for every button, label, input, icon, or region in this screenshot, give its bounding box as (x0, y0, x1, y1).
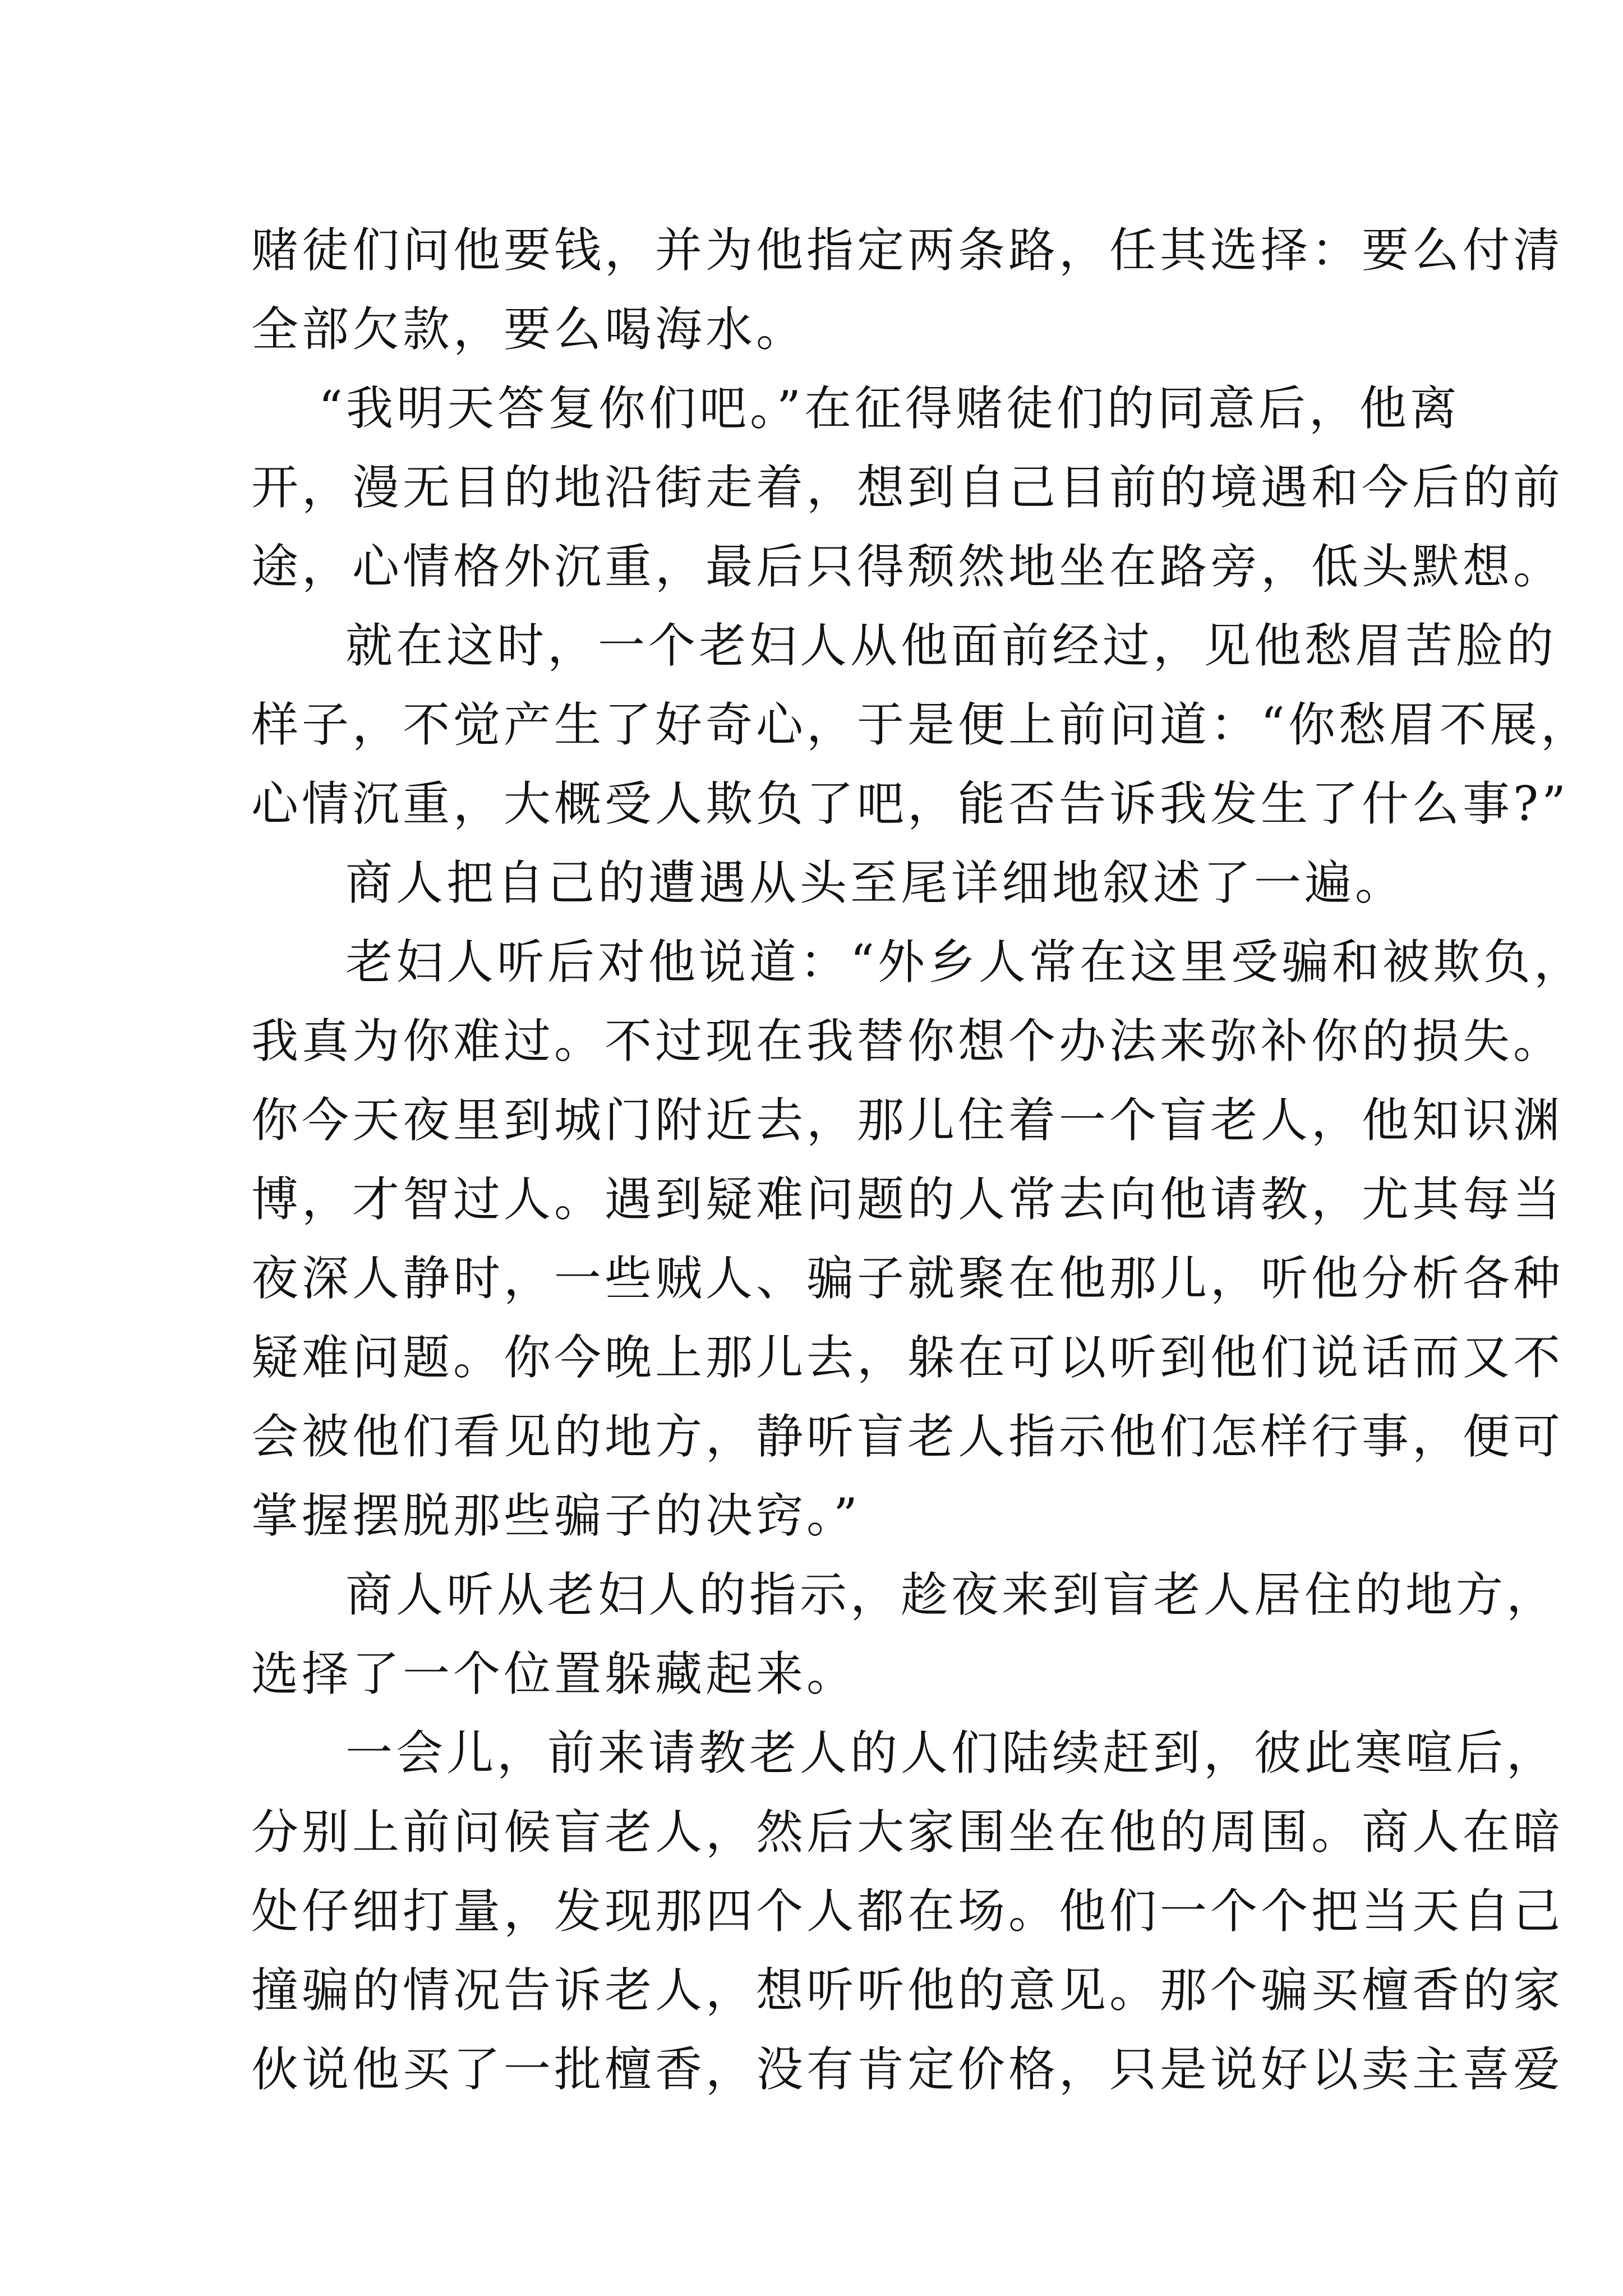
text-line: 夜深人静时，一些贼人、骗子就聚在他那儿，听他分析各种 (251, 1251, 1564, 1306)
text-line: 疑难问题。你今晚上那儿去，躲在可以听到他们说话而又不 (251, 1330, 1564, 1385)
text-line: 老妇人听后对他说道：“外乡人常在这里受骗和被欺负， (345, 935, 1584, 990)
text-line: 选择了一个位置躲藏起来。 (251, 1646, 857, 1701)
text-line: 掌握摆脱那些骗子的决窍。” (251, 1488, 861, 1543)
text-line: 分别上前问候盲老人，然后大家围坐在他的周围。商人在暗 (251, 1805, 1564, 1860)
text-line: 样子，不觉产生了好奇心，于是便上前问道：“你愁眉不展， (251, 697, 1591, 752)
text-line: “我明天答复你们吧。”在征得赌徒们的同意后，他离 (319, 381, 1460, 436)
text-line: 开，漫无目的地沿街走着，想到自己目前的境遇和今后的前 (251, 460, 1564, 515)
text-line: 我真为你难过。不过现在我替你想个办法来弥补你的损失。 (251, 1014, 1564, 1069)
text-line: 你今天夜里到城门附近去，那儿住着一个盲老人，他知识渊 (251, 1093, 1564, 1148)
text-line: 伙说他买了一批檀香，没有肯定价格，只是说好以卖主喜爱 (251, 2042, 1564, 2097)
text-line: 全部欠款，要么喝海水。 (251, 302, 807, 357)
text-line: 就在这时，一个老妇人从他面前经过，见他愁眉苦脸的 (345, 618, 1557, 673)
text-line: 途，心情格外沉重，最后只得颓然地坐在路旁，低头默想。 (251, 539, 1564, 594)
text-line: 心情沉重，大概受人欺负了吧，能否告诉我发生了什么事?” (251, 776, 1569, 831)
text-line: 一会儿，前来请教老人的人们陆续赶到，彼此寒喧后， (345, 1726, 1557, 1780)
text-line: 博，才智过人。遇到疑难问题的人常去向他请教，尤其每当 (251, 1172, 1564, 1227)
text-line: 商人把自己的遭遇从头至尾详细地叙述了一遍。 (345, 855, 1406, 910)
text-line: 赌徒们问他要钱，并为他指定两条路，任其选择：要么付清 (251, 223, 1564, 278)
text-line: 商人听从老妇人的指示，趁夜来到盲老人居住的地方， (345, 1567, 1557, 1622)
body-text (251, 211, 1591, 2109)
text-line: 会被他们看见的地方，静听盲老人指示他们怎样行事，便可 (251, 1409, 1564, 1464)
text-line: 处仔细打量，发现那四个人都在场。他们一个个把当天自己 (251, 1884, 1564, 1939)
text-line: 撞骗的情况告诉老人，想听听他的意见。那个骗买檀香的家 (251, 1963, 1564, 2018)
